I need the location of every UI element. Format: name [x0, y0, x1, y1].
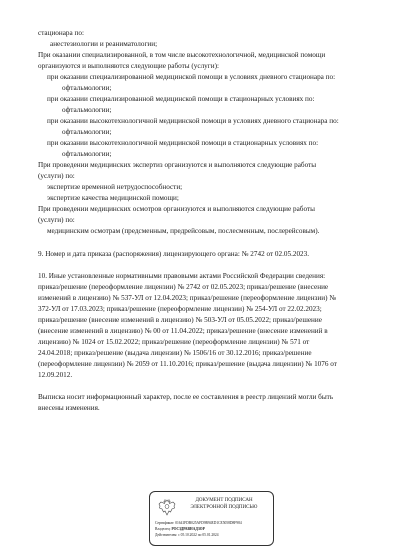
text-line: изменений в лицензию) № 537-УЛ от 12.04.2023; приказ/решение (переоформление лицензии) № [38, 294, 337, 302]
text-line: (услуги) по: [38, 216, 75, 224]
text-line: при оказании высокотехнологичной медицинской помощи в стационарных условиях по: [47, 139, 319, 147]
stamp-owner: РОСЗДРАВНАДЗОР [171, 527, 205, 531]
stamp-owner-row [155, 527, 205, 532]
electronic-signature-stamp [149, 491, 274, 546]
text-line: 372-УЛ от 17.03.2023; приказ/решение (переоформление лицензии) № 254-УЛ от 22.02.2023; [38, 305, 322, 313]
text-line: анестезиологии и реаниматологии; [50, 40, 158, 48]
text-line: организуются и выполняются следующие работы (услуги): [38, 62, 219, 70]
text-line: экспертизе временной нетрудоспособности; [47, 183, 183, 191]
text-line: офтальмологии; [62, 106, 112, 114]
text-line: медицинским осмотрам (предсменным, предрейсовым, послесменным, послерейсовым). [47, 227, 320, 235]
text-line: (услуги) по: [38, 172, 75, 180]
stamp-owner-label: Владелец: [155, 527, 171, 531]
text-line: офтальмологии; [62, 150, 112, 158]
stamp-certificate: Сертификат: 01641FDB025AFD9B94ED1CE5058D8F984 [155, 521, 242, 525]
text-line: 9. Номер и дата приказа (распоряжения) лицензирующего органа: № 2742 от 02.05.2023. [38, 250, 310, 258]
text-line: (переоформление лицензии) № 2059 от 11.10.2016; приказ/решение (выдача лицензии) № 1076 от [38, 360, 337, 368]
double-headed-eagle-emblem-icon [156, 497, 178, 519]
text-line: 12.09.2012. [38, 371, 73, 379]
text-line: приказ/решение (переоформление лицензии) № 2742 от 02.05.2023; приказ/решение (внесение [38, 283, 329, 291]
text-line: При проведении медицинских осмотров организуются и выполняются следующие работы [38, 205, 315, 213]
text-line: При проведении медицинских экспертиз организуются и выполняются следующие работы [38, 161, 317, 169]
text-line: приказ/решение (внесение изменений в лицензию) № 503-УЛ от 05.05.2022; приказ/решение [38, 316, 322, 324]
text-line: При оказании специализированной, в том числе высокотехнологичной, медицинской помощи [38, 51, 326, 59]
text-line: офтальмологии; [62, 128, 112, 136]
text-line: (внесение изменений в лицензию) № 00 от 11.04.2022; приказ/решение (внесение изменений в [38, 327, 328, 335]
text-line: внесены изменения. [38, 404, 100, 412]
text-line: офтальмологии; [62, 84, 112, 92]
stamp-title: ДОКУМЕНТ ПОДПИСАН [195, 498, 253, 503]
stamp-validity: Действителен: с 05.10.2022 по 05.01.2024 [155, 533, 219, 537]
text-line: лицензию) № 1024 от 15.02.2022; приказ/решение (переоформление лицензии) № 571 от [38, 338, 310, 346]
text-line: при оказании специализированной медицинской помощи в стационарных условиях по: [47, 95, 315, 103]
text-line: 24.04.2018; приказ/решение (выдача лицензии) № 1506/16 от 30.12.2016; приказ/решение [38, 349, 312, 357]
stamp-subtitle: ЭЛЕКТРОННОЙ ПОДПИСЬЮ [190, 505, 258, 510]
text-line: при оказании специализированной медицинской помощи в условиях дневного стационара по: [47, 73, 336, 81]
text-line: 10. Иные установленные нормативными правовыми актами Российской Федерации сведения: [38, 272, 326, 280]
text-line: экспертизе качества медицинской помощи; [47, 194, 179, 202]
text-line: стационара по: [38, 29, 84, 37]
text-line: при оказании высокотехнологичной медицинской помощи в условиях дневного стационара по: [47, 117, 339, 125]
text-line: Выписка носит информационный характер, после ее составления в реестр лицензий могли быть [38, 393, 334, 401]
